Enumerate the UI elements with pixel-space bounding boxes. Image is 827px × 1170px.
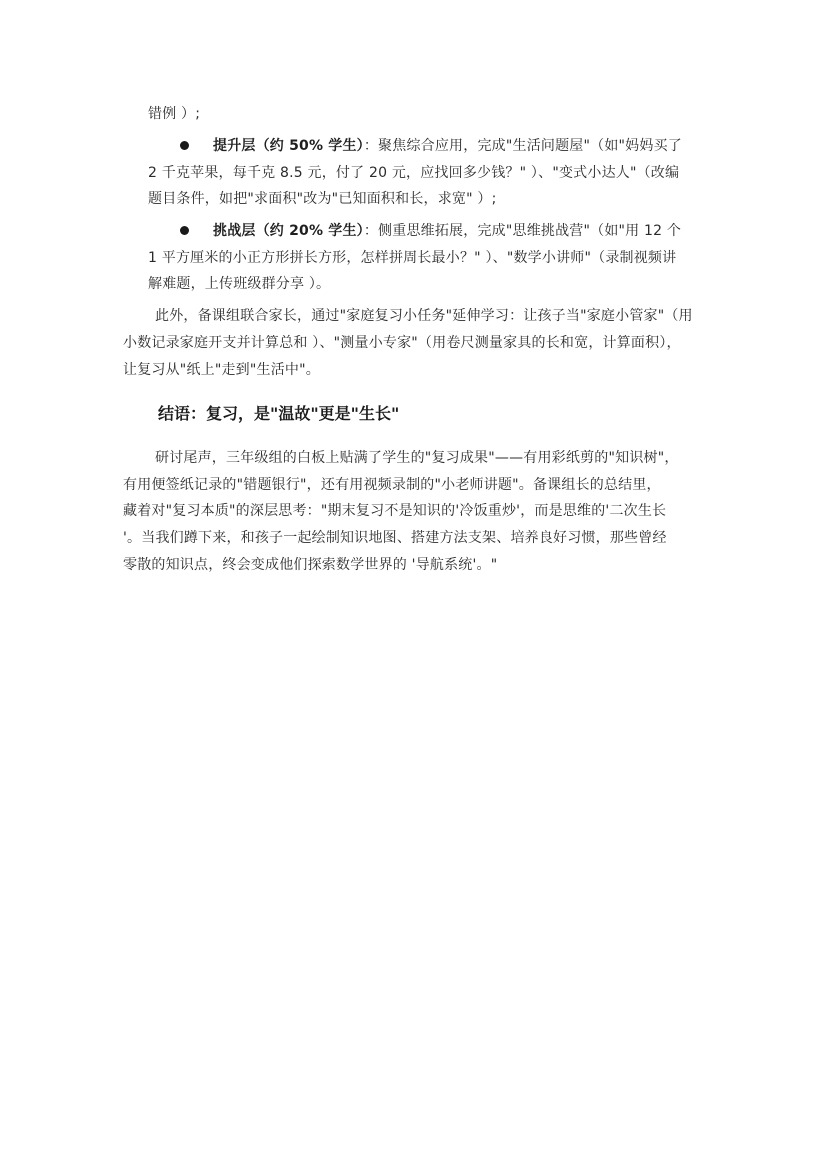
bullet-icon — [180, 226, 189, 235]
tier-up-line-3: 题目条件，如把"求面积"改为"已知面积和长，求宽" ）; — [148, 191, 497, 207]
tier-up-label: 提升层（约 50% 学生） — [213, 138, 364, 154]
conclusion-line-3: 藏着对"复习本质"的深层思考："期末复习不是知识的'冷饭重炒'，而是思维的'二次生长 — [123, 503, 667, 519]
family-paragraph-line-2: 小数记录家庭开支并计算总和 ）、"测量小专家"（用卷尺测量家具的长和宽，计算面积）， — [123, 335, 681, 351]
conclusion-line-2: 有用便签纸记录的"错题银行"，还有用视频录制的"小老师讲题"。备课组长的总结里， — [123, 477, 661, 493]
family-paragraph-line-3: 让复习从"纸上"走到"生活中"。 — [123, 362, 320, 378]
conclusion-line-4: '。当我们蹲下来，和孩子一起绘制知识地图、搭建方法支架、培养良好习惯，那些曾经 — [123, 530, 667, 546]
family-paragraph-line-1: 此外，备课组联合家长，通过"家庭复习小任务"延伸学习：让孩子当"家庭小管家"（用 — [155, 308, 693, 324]
tier-challenge-label: 挑战层（约 20% 学生） — [213, 223, 364, 239]
bullet-icon — [180, 141, 189, 150]
section-heading: 结语：复习，是"温故"更是"生长" — [158, 404, 400, 423]
tier-challenge-text: ：侧重思维拓展，完成"思维挑战营"（如"用 12 个 — [363, 223, 682, 239]
tier-up-text: ：聚焦综合应用，完成"生活问题屋"（如"妈妈买了 — [363, 138, 682, 154]
tier-challenge-line-3: 解难题，上传班级群分享 ）。 — [148, 276, 331, 292]
conclusion-line-5: 零散的知识点，终会变成他们探索数学世界的 '导航系统'。" — [123, 557, 498, 573]
tier-up-line-2: 2 千克苹果，每千克 8.5 元，付了 20 元，应找回多少钱？" ）、"变式小达人"（改编 — [148, 165, 680, 181]
conclusion-line-1: 研讨尾声，三年级组的白板上贴满了学生的"复习成果"——有用彩纸剪的"知识树"， — [155, 450, 679, 466]
list-item-tier-up — [213, 136, 682, 156]
list-item-tail: 错例 ）; — [148, 106, 201, 122]
tier-challenge-line-2: 1 平方厘米的小正方形拼长方形，怎样拼周长最小？" ）、"数学小讲师"（录制视频讲 — [148, 250, 677, 266]
list-item-tier-challenge — [213, 221, 681, 241]
